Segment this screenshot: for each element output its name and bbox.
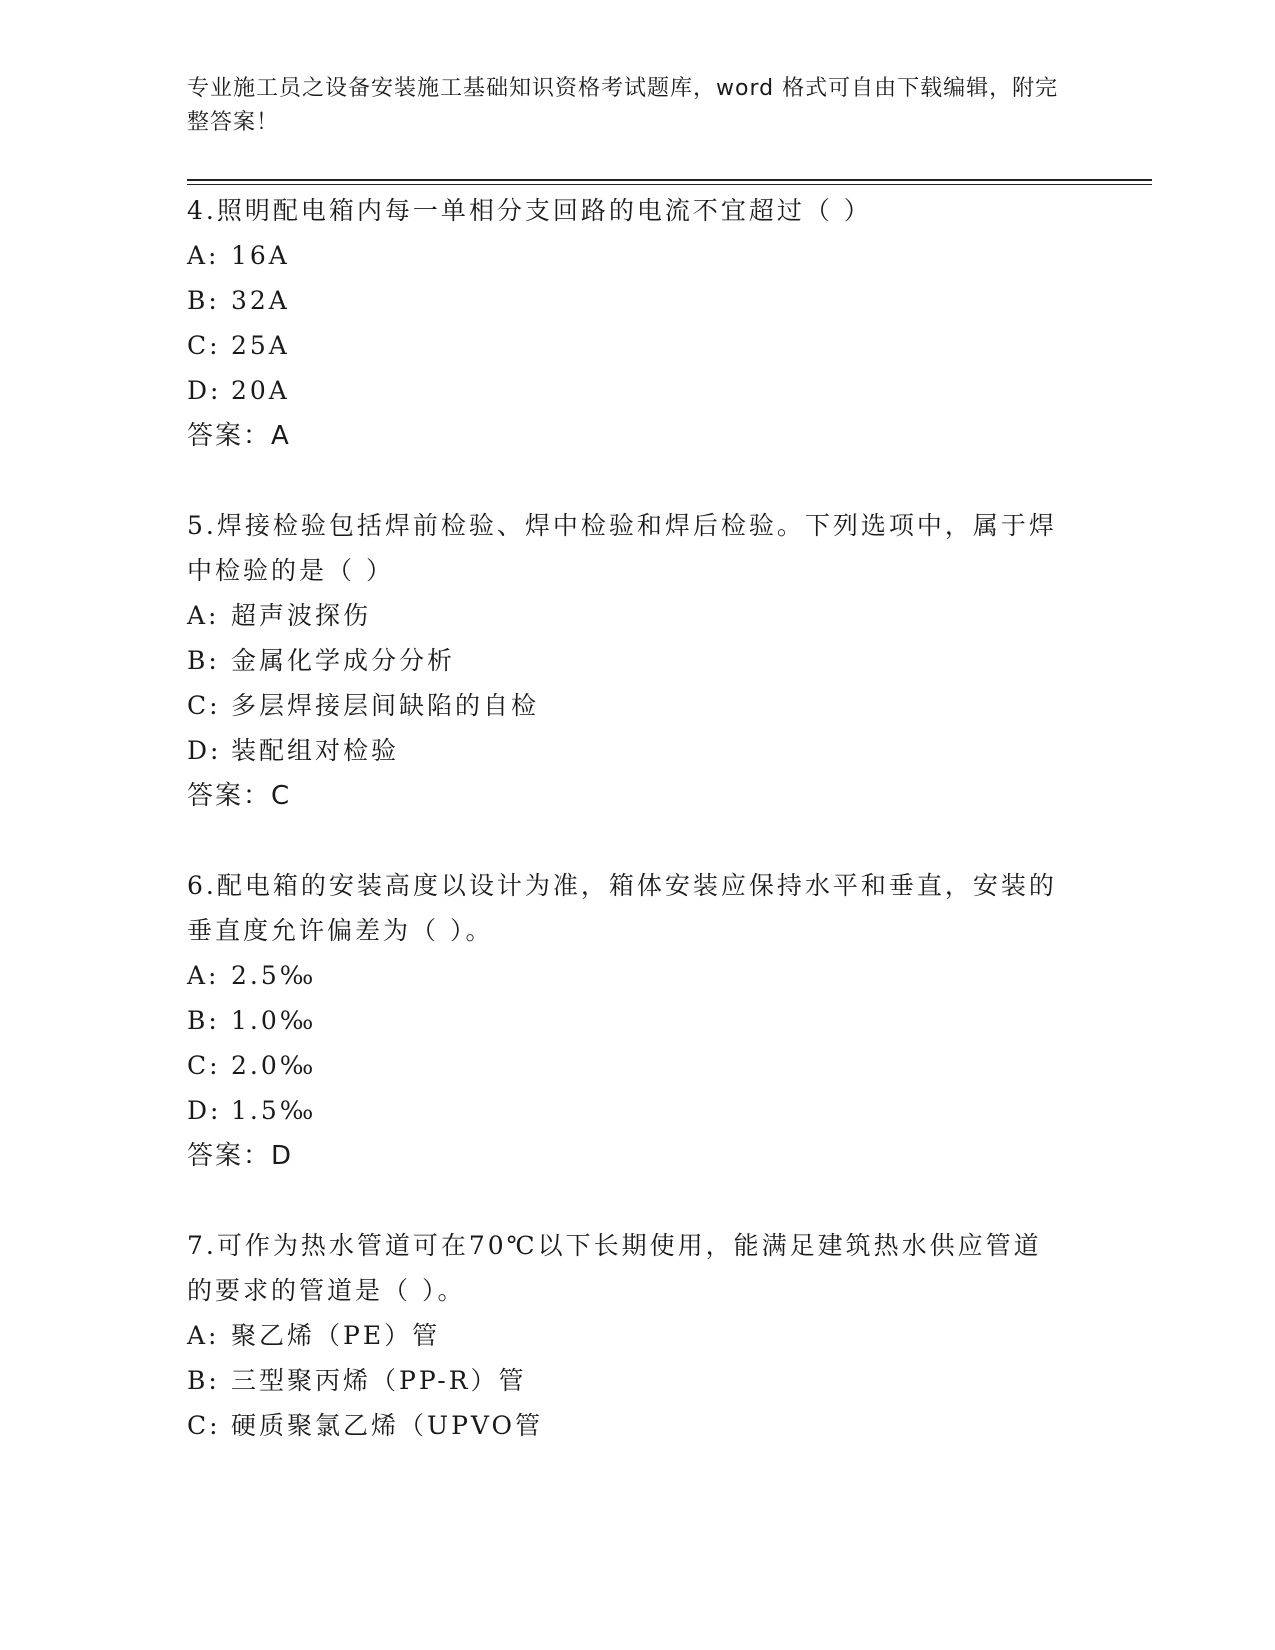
- option-letter: D:: [187, 1096, 222, 1125]
- option-letter: C:: [187, 331, 221, 360]
- option-text: 25A: [231, 331, 290, 360]
- option-c: [187, 1043, 1067, 1088]
- question-6: [187, 863, 1067, 1179]
- option-letter: A:: [187, 1321, 220, 1350]
- option-c: [187, 1403, 1067, 1448]
- option-letter: B:: [187, 646, 220, 675]
- header-divider: [187, 179, 1152, 181]
- option-a: [187, 233, 1067, 278]
- option-letter: A:: [187, 961, 220, 990]
- option-c: [187, 323, 1067, 368]
- answer-line: 答案：D: [187, 1141, 294, 1171]
- option-b: [187, 1358, 1067, 1403]
- option-text: 三型聚丙烯（PP-R）管: [231, 1366, 527, 1395]
- option-text: 20A: [231, 376, 290, 405]
- answer-line: 答案：A: [187, 421, 291, 451]
- option-a: [187, 593, 1067, 638]
- option-text: 硬质聚氯乙烯（UPVO管: [231, 1411, 544, 1440]
- option-b: [187, 638, 1067, 683]
- question-stem: 5.焊接检验包括焊前检验、焊中检验和焊后检验。下列选项中，属于焊中检验的是（ ）: [187, 511, 1057, 585]
- option-d: [187, 1088, 1067, 1133]
- option-text: 1.0‰: [231, 1006, 317, 1035]
- option-letter: A:: [187, 241, 220, 270]
- question-stem: 4.照明配电箱内每一单相分支回路的电流不宜超过（ ）: [187, 196, 872, 225]
- option-letter: B:: [187, 1006, 220, 1035]
- header-divider-thin: [187, 184, 1152, 185]
- option-d: [187, 368, 1067, 413]
- document-header: 专业施工员之设备安装施工基础知识资格考试题库，word 格式可自由下载编辑，附完整答案！: [187, 76, 1059, 135]
- option-a: [187, 953, 1067, 998]
- option-text: 2.5‰: [231, 961, 317, 990]
- option-text: 2.0‰: [231, 1051, 317, 1080]
- option-letter: B:: [187, 1366, 220, 1395]
- question-list: [187, 188, 1067, 1492]
- option-text: 1.5‰: [231, 1096, 317, 1125]
- option-letter: B:: [187, 286, 220, 315]
- question-5: [187, 503, 1067, 819]
- option-letter: C:: [187, 1051, 221, 1080]
- option-letter: D:: [187, 736, 222, 765]
- option-letter: D:: [187, 376, 222, 405]
- option-d: [187, 728, 1067, 773]
- option-letter: C:: [187, 691, 221, 720]
- option-text: 32A: [231, 286, 290, 315]
- option-letter: A:: [187, 601, 220, 630]
- question-4: [187, 188, 1067, 459]
- option-c: [187, 683, 1067, 728]
- option-letter: C:: [187, 1411, 221, 1440]
- option-text: 16A: [231, 241, 290, 270]
- option-b: [187, 278, 1067, 323]
- question-7: [187, 1223, 1067, 1448]
- answer-line: 答案：C: [187, 781, 292, 811]
- question-stem: 6.配电箱的安装高度以设计为准，箱体安装应保持水平和垂直，安装的垂直度允许偏差为（ ）。: [187, 871, 1057, 945]
- question-stem: 7.可作为热水管道可在70℃以下长期使用，能满足建筑热水供应管道的要求的管道是（ ）。: [187, 1231, 1042, 1305]
- option-a: [187, 1313, 1067, 1358]
- option-text: 多层焊接层间缺陷的自检: [231, 691, 540, 720]
- option-text: 聚乙烯（PE）管: [231, 1321, 441, 1350]
- option-text: 超声波探伤: [231, 601, 372, 630]
- option-b: [187, 998, 1067, 1043]
- option-text: 装配组对检验: [231, 736, 400, 765]
- option-text: 金属化学成分分析: [231, 646, 456, 675]
